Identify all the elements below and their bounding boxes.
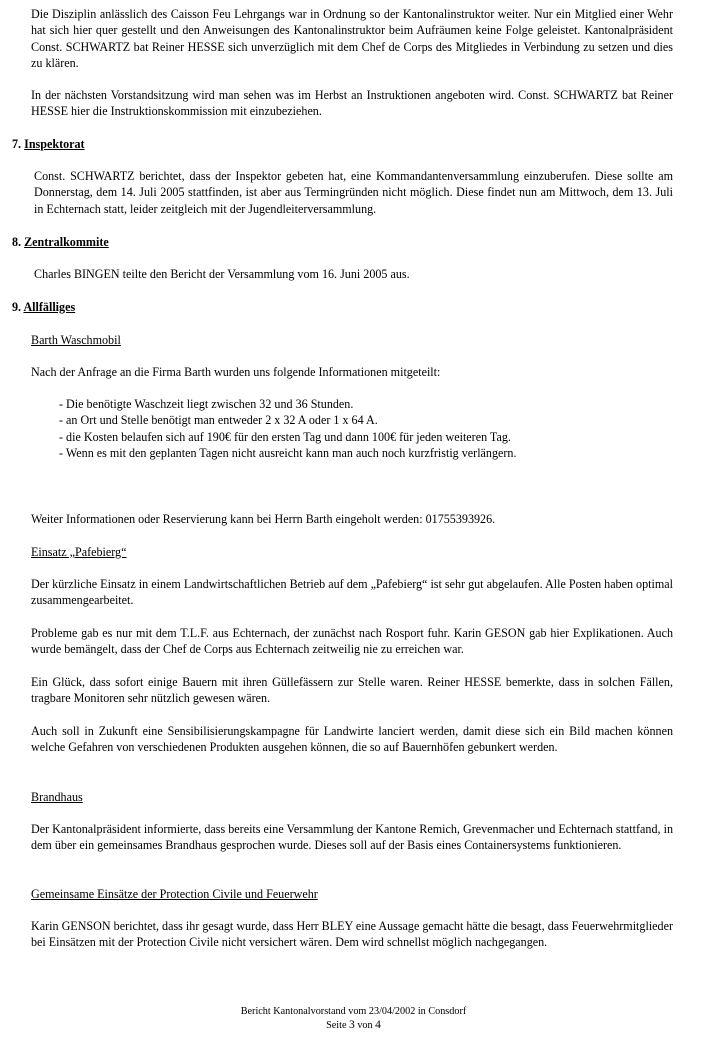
intro-paragraph-2: In der nächsten Vorstandsitzung wird man sehen was im Herbst an Instruktionen angeboten wird. Const. SCHWARTZ bat Reiner HESSE hier die Instruktionskommission mit einzubeziehen. (31, 88, 673, 119)
section-7-number: 7. (12, 137, 22, 151)
barth-waschmobil-subheading: Barth Waschmobil (31, 333, 121, 347)
einsatz-pafebierg-subheading: Einsatz „Pafebierg“ (31, 545, 127, 559)
brandhaus-paragraph: Der Kantonalpräsident informierte, dass bereits eine Versammlung der Kantone Remich, Grevenmacher und Echternach stattfand, in dem über ein gemeinsames Brandhaus gesprochen wurde. Dieses soll auf der Basis eines Containersystems funktionieren. (31, 822, 673, 853)
list-item: - Wenn es mit den geplanten Tagen nicht ausreicht kann man auch noch kurzfristig verlängern. (59, 446, 517, 461)
pafebierg-paragraph-1: Der kürzliche Einsatz in einem Landwirtschaftlichen Betrieb auf dem „Pafebierg“ ist sehr gut abgelaufen. Alle Posten haben optimal zusammengearbeitet. (31, 577, 673, 608)
section-8-heading (12, 234, 109, 250)
section-8-text: Charles BINGEN teilte den Bericht der Versammlung vom 16. Juni 2005 aus. (34, 267, 410, 281)
barth-contact-text: Weiter Informationen oder Reservierung kann bei Herrn Barth eingeholt werden: 01755393926. (31, 512, 496, 526)
page-current: 3 (349, 1019, 355, 1031)
list-item: - Die benötigte Waschzeit liegt zwischen 32 und 36 Stunden. (59, 397, 354, 411)
page-label: Seite (326, 1020, 347, 1031)
page-separator: von (357, 1020, 373, 1031)
section-8-number: 8. (12, 235, 22, 249)
section-9-heading (12, 299, 75, 315)
brandhaus-subheading: Brandhaus (31, 790, 83, 804)
section-7-text: Const. SCHWARTZ berichtet, dass der Inspektor gebeten hat, eine Kommandantenversammlung einzuberufen. Diese sollte am Donnerstag, dem 14. Juli 2005 stattfinden, ist aber aus Termingründen nicht möglich. Diese findet nun am Mittwoch, dem 13. Juli in Echternach statt, leider zeitgleich mit der Jugendleiterversammlung. (34, 169, 673, 216)
list-item: - die Kosten belaufen sich auf 190€ für den ersten Tag und dann 100€ für jeden weiteren Tag. (59, 429, 511, 444)
barth-info-list (59, 396, 579, 462)
footer-page-number (0, 1019, 707, 1032)
section-9-title: Allfälliges (23, 300, 76, 314)
pafebierg-paragraph-4: Auch soll in Zukunft eine Sensibilisierungskampagne für Landwirte lanciert werden, damit diese sich ein Bild machen können welche Gefahren von verschiedenen Produkten ausgehen können, die so auf Bauernhöfen gebunkert werden. (31, 724, 673, 755)
protection-civile-paragraph: Karin GENSON berichtet, dass ihr gesagt wurde, dass Herr BLEY eine Aussage gemacht hätte die besagt, dass Feuerwehrmitglieder bei Einsätzen mit der Protection Civile nicht versichert wären. Dem wird schnellst möglich nachgegangen. (31, 919, 673, 950)
protection-civile-subheading: Gemeinsame Einsätze der Protection Civile und Feuerwehr (31, 887, 318, 901)
pafebierg-paragraph-2: Probleme gab es nur mit dem T.L.F. aus Echternach, der zunächst nach Rosport fuhr. Karin GESON gab hier Explikationen. Auch wurde bemängelt, dass der Chef de Corps aus Echternach zeitweilig nie zu erreichen war. (31, 626, 673, 657)
section-7-title: Inspektorat (24, 137, 85, 151)
pafebierg-paragraph-3: Ein Glück, dass sofort einige Bauern mit ihren Güllefässern zur Stelle waren. Reiner HESSE bemerkte, dass in solchen Fällen, tragbare Monitoren sehr nützlich gewesen wären. (31, 675, 673, 706)
intro-paragraph-1: Die Disziplin anlässlich des Caisson Feu Lehrgangs war in Ordnung so der Kantonalinstruktor weiter. Nur ein Mitglied einer Wehr hat sich hier quer gestellt und den Anweisungen des Kantonalinstruktor beim Aufräumen keine Folge geleistet. Kantonalpräsident Const. SCHWARTZ bat Reiner HESSE sich unverzüglich mit dem Chef de Corps des Mitgliedes in Verbindung zu setzen und dies zu klären. (31, 7, 673, 71)
page-total: 4 (375, 1019, 381, 1031)
list-item: - an Ort und Stelle benötigt man entweder 2 x 32 A oder 1 x 64 A. (59, 413, 378, 428)
barth-intro-text: Nach der Anfrage an die Firma Barth wurden uns folgende Informationen mitgeteilt: (31, 365, 441, 379)
section-9-number: 9. (12, 300, 22, 314)
section-7-heading (12, 136, 85, 152)
section-8-title: Zentralkommite (24, 235, 109, 249)
footer-report-line: Bericht Kantonalvorstand vom 23/04/2002 in Consdorf (240, 1006, 467, 1017)
